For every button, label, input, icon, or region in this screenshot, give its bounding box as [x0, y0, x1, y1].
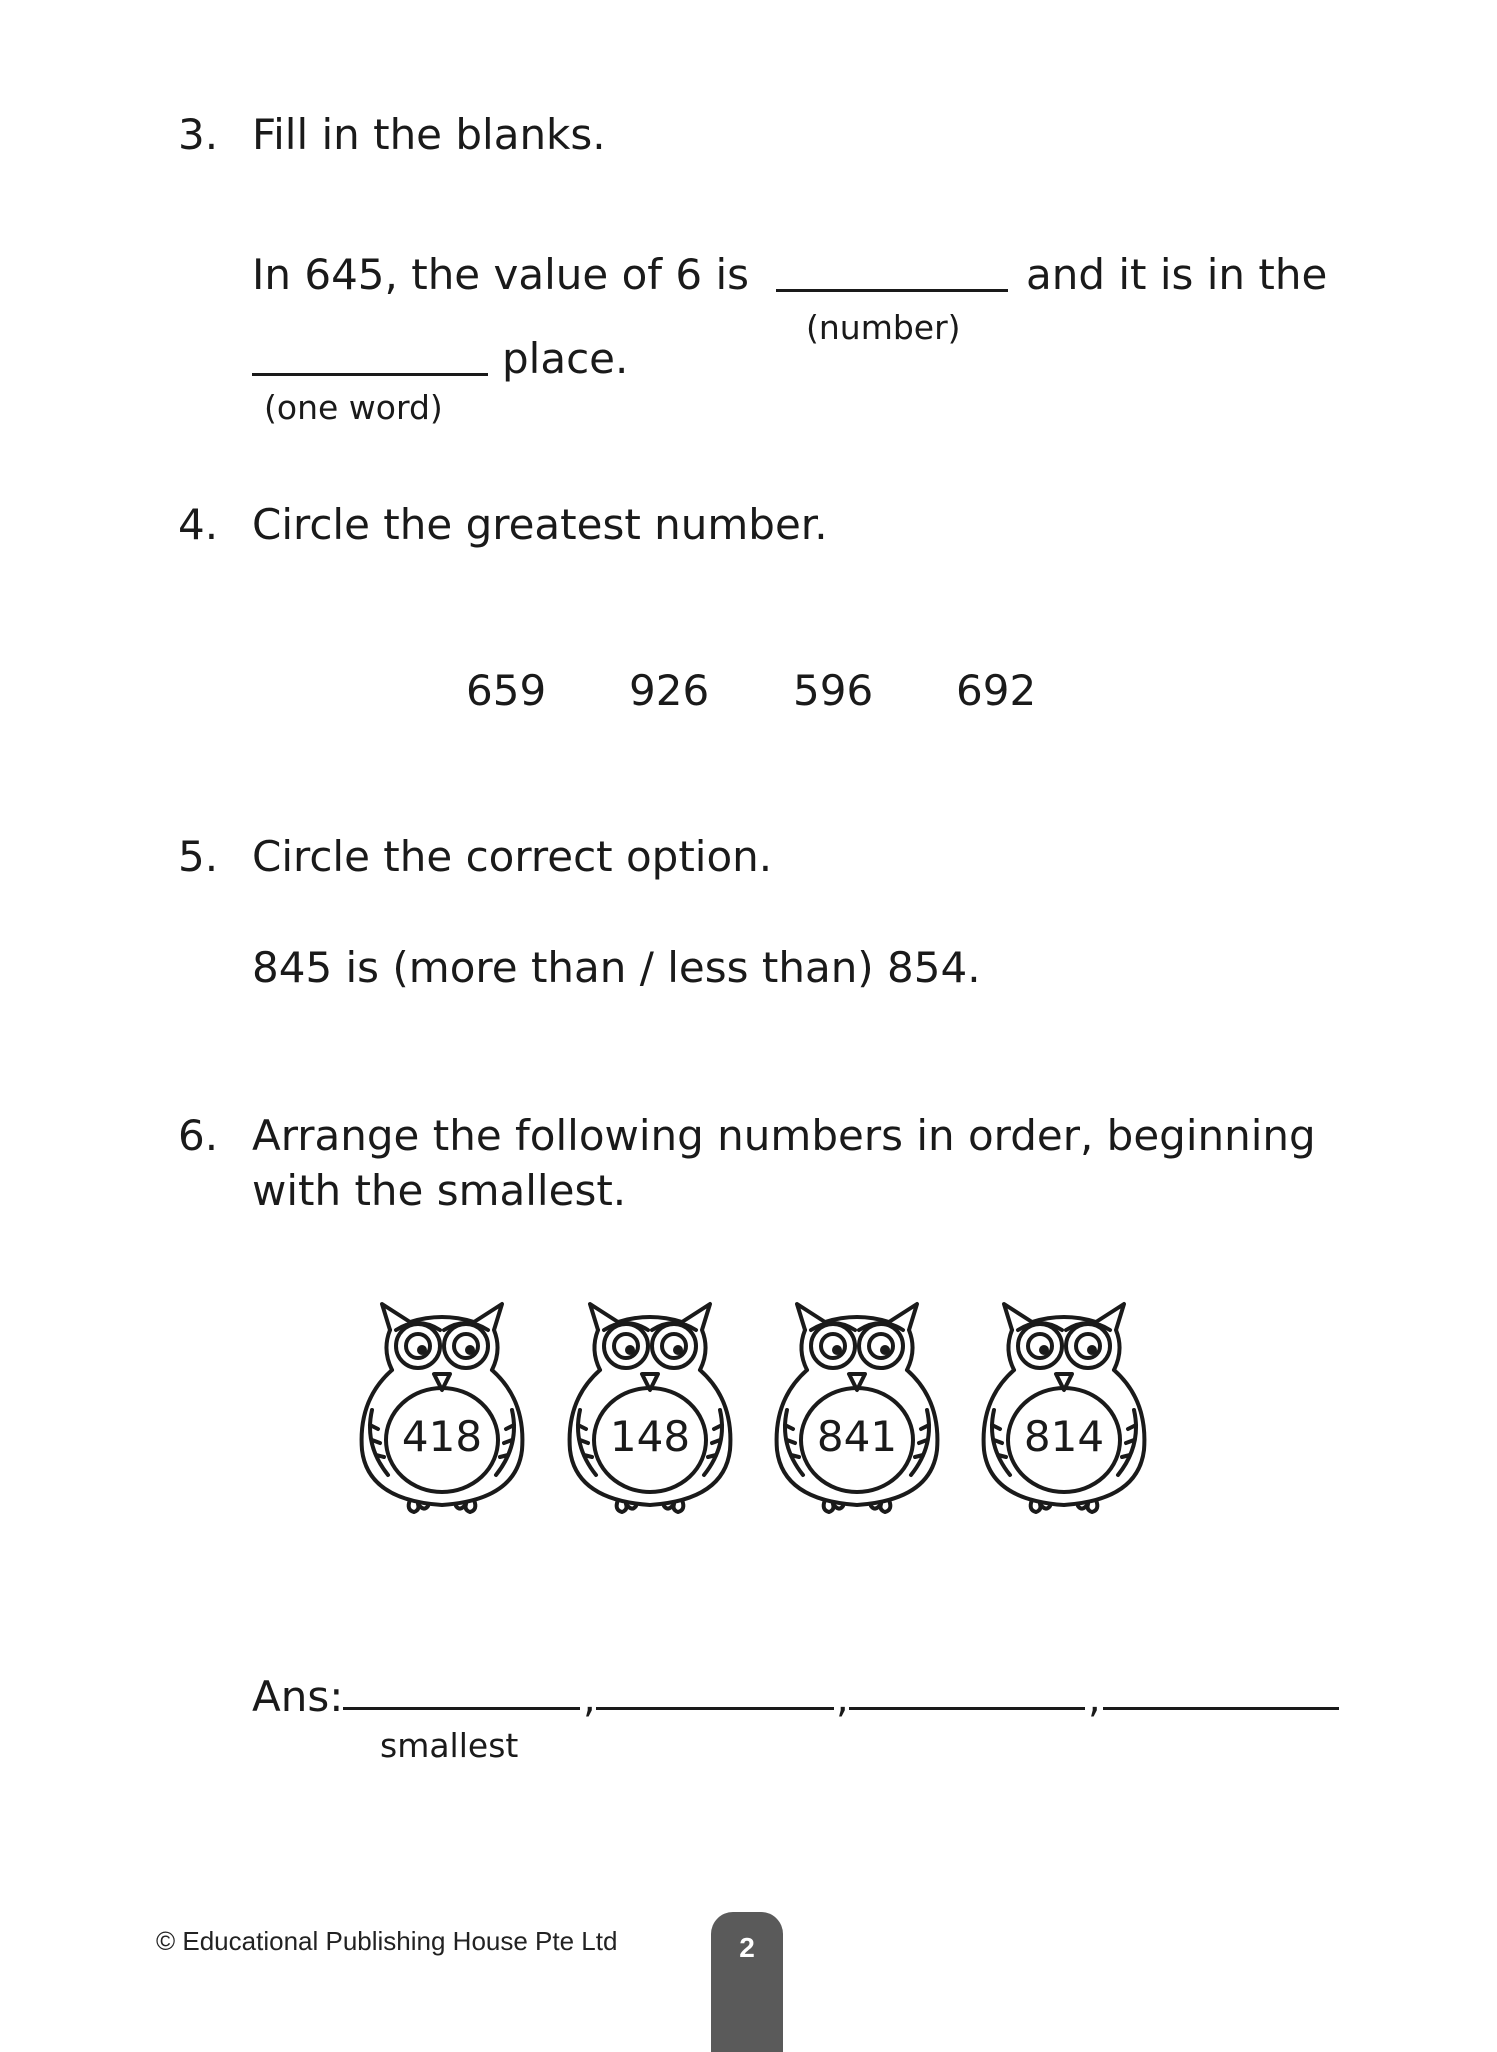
owl-icon	[560, 1300, 740, 1515]
owl-number: 148	[609, 1412, 691, 1461]
page-number-tab	[711, 1912, 783, 2052]
q4-option[interactable]: 926	[629, 666, 710, 715]
q6-answer-label: Ans:	[252, 1672, 344, 1721]
footer-copyright: © Educational Publishing House Pte Ltd	[156, 1926, 618, 1956]
q3-line2-after: place.	[502, 334, 629, 383]
q6-separator: ,	[836, 1676, 849, 1722]
owl-card	[767, 1300, 947, 1515]
q6-separator: ,	[1088, 1676, 1101, 1722]
q5-instruction: Circle the correct option.	[252, 832, 773, 881]
owl-icon	[974, 1300, 1154, 1515]
page-number: 2	[739, 1932, 755, 1963]
q3-line1-after: and it is in the	[1026, 250, 1328, 299]
q6-smallest-label: smallest	[380, 1726, 519, 1765]
owl-number: 841	[816, 1412, 898, 1461]
q6-instruction-line1: Arrange the following numbers in order, beginning	[252, 1111, 1316, 1160]
q4-instruction: Circle the greatest number.	[252, 500, 828, 549]
q4-number: 4.	[178, 500, 219, 549]
owl-number: 814	[1023, 1412, 1105, 1461]
q3-number: 3.	[178, 110, 219, 159]
owl-number: 418	[401, 1412, 483, 1461]
owl-card	[352, 1300, 532, 1515]
owl-icon	[767, 1300, 947, 1515]
q4-option[interactable]: 596	[793, 666, 874, 715]
q5-number: 5.	[178, 832, 219, 881]
owl-icon	[352, 1300, 532, 1515]
q3-hint-number: (number)	[806, 308, 961, 347]
q6-answer-blank[interactable]	[849, 1707, 1085, 1710]
q6-answer-blank[interactable]	[1103, 1707, 1339, 1710]
q6-separator: ,	[583, 1676, 596, 1722]
q3-number-blank[interactable]	[776, 289, 1008, 292]
q4-option[interactable]: 659	[466, 666, 547, 715]
q3-word-blank[interactable]	[252, 373, 488, 376]
q3-line1-before: In 645, the value of 6 is	[252, 250, 750, 299]
q6-answer-blank[interactable]	[596, 1707, 834, 1710]
q4-option[interactable]: 692	[956, 666, 1037, 715]
q3-instruction: Fill in the blanks.	[252, 110, 606, 159]
q6-number: 6.	[178, 1111, 219, 1160]
q5-statement[interactable]: 845 is (more than / less than) 854.	[252, 943, 981, 992]
q6-instruction-line2: with the smallest.	[252, 1166, 627, 1215]
owl-card	[974, 1300, 1154, 1515]
q6-answer-blank[interactable]	[343, 1707, 580, 1710]
q3-hint-word: (one word)	[264, 388, 443, 427]
owl-card	[560, 1300, 740, 1515]
